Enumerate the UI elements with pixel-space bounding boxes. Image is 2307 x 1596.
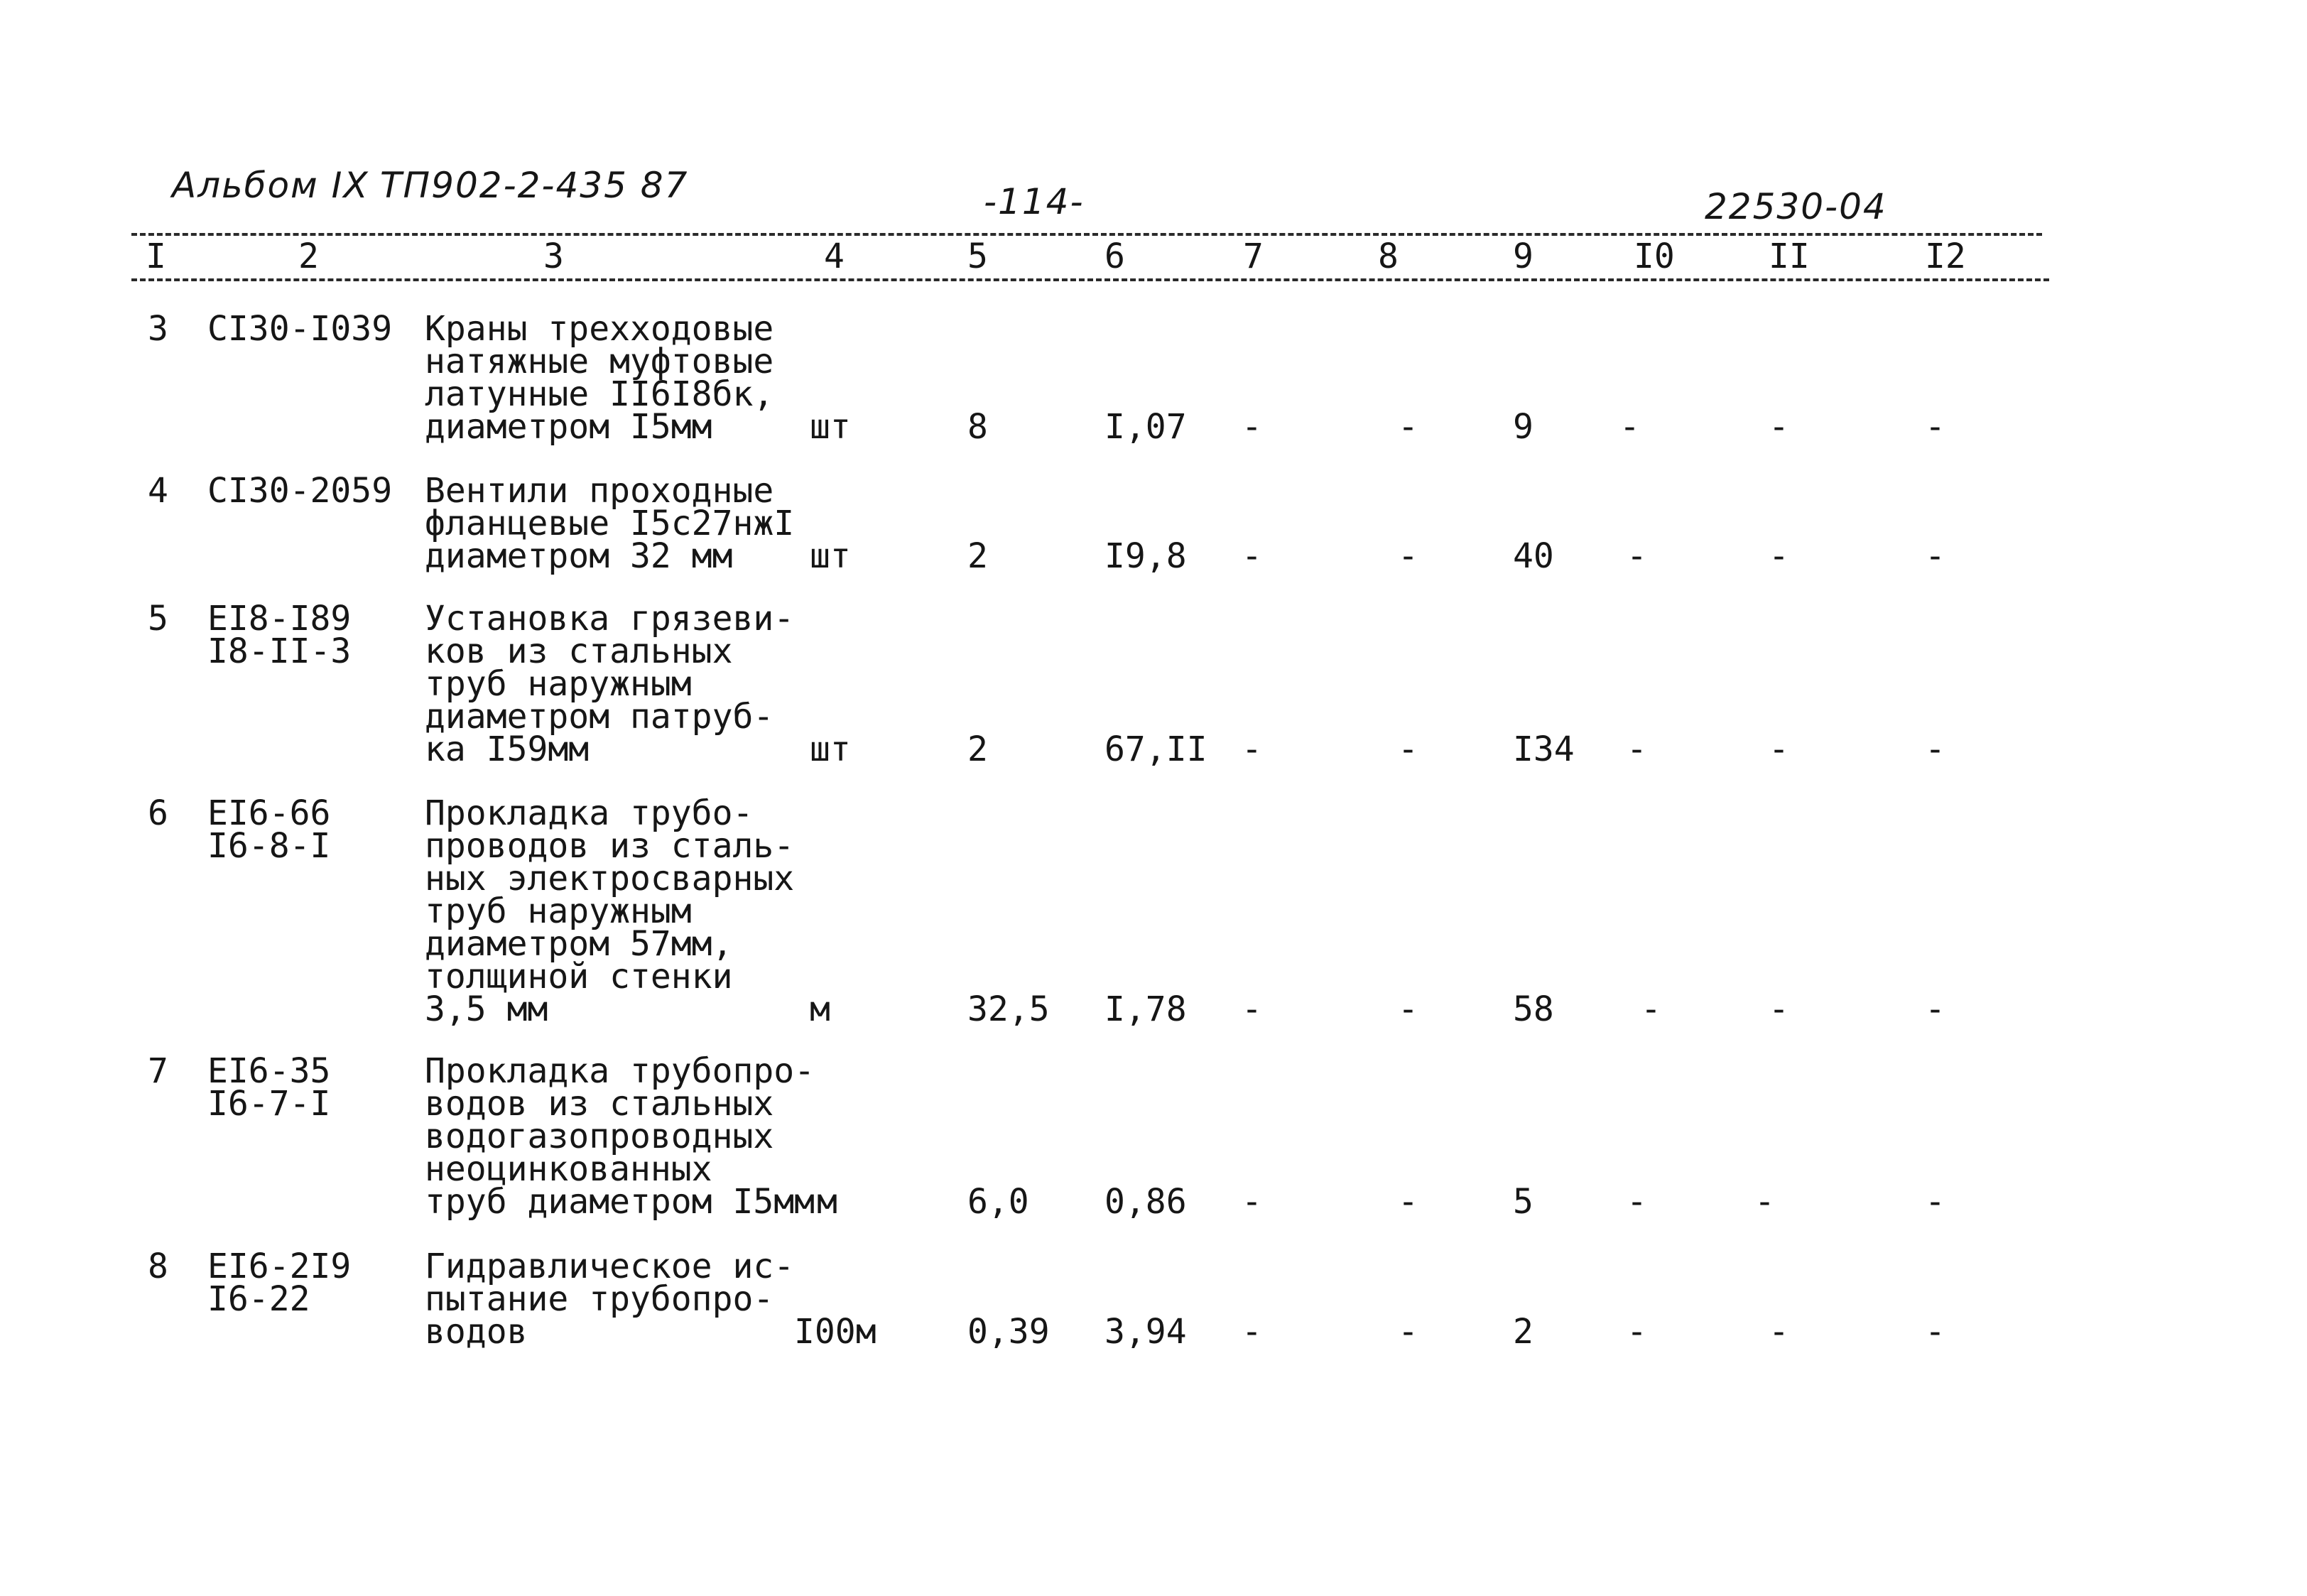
item-description: Краны трехходовые натяжные муфтовые латунные II6I8бк, диаметром I5мм <box>425 309 774 447</box>
unit: I00м <box>794 1312 876 1352</box>
column-header-5: 5 <box>967 237 988 276</box>
total: 5 <box>1513 1182 1534 1222</box>
col10-value: - <box>1619 407 1640 447</box>
column-header-7: 7 <box>1243 237 1264 276</box>
item-code: EI6-66 I6-8-I <box>207 793 331 866</box>
item-code: EI8-I89 I8-II-3 <box>207 599 352 671</box>
unit: м <box>817 1182 837 1222</box>
column-header-10: I0 <box>1634 237 1675 276</box>
col12-value: - <box>1925 989 1945 1029</box>
total: 9 <box>1513 407 1534 447</box>
col11-value: - <box>1769 407 1789 447</box>
unit-price: 67,II <box>1104 729 1207 769</box>
unit: м <box>810 989 830 1029</box>
col8-value: - <box>1398 989 1418 1029</box>
table-top-rule <box>131 233 2042 236</box>
quantity: 0,39 <box>967 1312 1050 1352</box>
item-description: Прокладка трубопро- водов из стальных водогазопроводных неоцинкованных труб диаметром I5мм <box>425 1051 815 1222</box>
unit-price: 0,86 <box>1104 1182 1187 1222</box>
col10-value: - <box>1627 1182 1647 1222</box>
col11-value: - <box>1769 1312 1789 1352</box>
quantity: 8 <box>967 407 988 447</box>
total: 40 <box>1513 536 1554 576</box>
column-header-1: I <box>146 237 166 276</box>
unit-price: 3,94 <box>1104 1312 1187 1352</box>
item-code: EI6-2I9 I6-22 <box>207 1247 352 1319</box>
col10-value: - <box>1627 536 1647 576</box>
item-description: Прокладка трубо- проводов из сталь- ных электросварных труб наружным диаметром 57мм, толщиной стенки 3,5 мм <box>425 793 795 1029</box>
document-code: 22530-04 <box>1705 186 1887 227</box>
col8-value: - <box>1398 1182 1418 1222</box>
col11-value: - <box>1754 1182 1775 1222</box>
row-number: 6 <box>148 793 168 833</box>
quantity: 32,5 <box>967 989 1050 1029</box>
album-label: Альбом IX <box>172 165 369 206</box>
col7-value: - <box>1242 536 1262 576</box>
row-number: 4 <box>148 471 168 511</box>
col12-value: - <box>1925 1312 1945 1352</box>
unit: шт <box>810 729 851 769</box>
col8-value: - <box>1398 407 1418 447</box>
col11-value: - <box>1769 729 1789 769</box>
col8-value: - <box>1398 1312 1418 1352</box>
column-header-2: 2 <box>298 237 319 276</box>
unit-price: I,07 <box>1104 407 1187 447</box>
item-description: Установка грязеви- ков из стальных труб наружным диаметром патруб- ка I59мм <box>425 599 795 769</box>
quantity: 2 <box>967 729 988 769</box>
column-header-11: II <box>1769 237 1810 276</box>
total: 2 <box>1513 1312 1534 1352</box>
col10-value: - <box>1627 1312 1647 1352</box>
unit-price: I,78 <box>1104 989 1187 1029</box>
row-number: 8 <box>148 1247 168 1286</box>
total: 58 <box>1513 989 1554 1029</box>
column-header-9: 9 <box>1513 237 1534 276</box>
unit-price: I9,8 <box>1104 536 1187 576</box>
col12-value: - <box>1925 729 1945 769</box>
project-number: ТП902-2-435 87 <box>380 165 689 206</box>
unit: шт <box>810 407 851 447</box>
column-header-12: I2 <box>1925 237 1966 276</box>
item-description: Гидравлическое ис- пытание трубопро- водов <box>425 1247 795 1352</box>
column-header-4: 4 <box>824 237 845 276</box>
col8-value: - <box>1398 729 1418 769</box>
col7-value: - <box>1242 407 1262 447</box>
col10-value: - <box>1641 989 1661 1029</box>
table-header-rule <box>131 278 2049 281</box>
col12-value: - <box>1925 407 1945 447</box>
col7-value: - <box>1242 729 1262 769</box>
col8-value: - <box>1398 536 1418 576</box>
col11-value: - <box>1769 536 1789 576</box>
col7-value: - <box>1242 1182 1262 1222</box>
column-header-8: 8 <box>1378 237 1399 276</box>
total: I34 <box>1513 729 1575 769</box>
page-number: -114- <box>984 181 1085 222</box>
unit: шт <box>810 536 851 576</box>
col12-value: - <box>1925 536 1945 576</box>
column-header-3: 3 <box>543 237 564 276</box>
item-code: CI30-I039 <box>207 309 393 349</box>
row-number: 7 <box>148 1051 168 1091</box>
item-code: EI6-35 I6-7-I <box>207 1051 331 1124</box>
col10-value: - <box>1627 729 1647 769</box>
quantity: 2 <box>967 536 988 576</box>
column-header-6: 6 <box>1104 237 1125 276</box>
col11-value: - <box>1769 989 1789 1029</box>
col7-value: - <box>1242 989 1262 1029</box>
row-number: 3 <box>148 309 168 349</box>
quantity: 6,0 <box>967 1182 1029 1222</box>
item-code: CI30-2059 <box>207 471 393 511</box>
col12-value: - <box>1925 1182 1945 1222</box>
item-description: Вентили проходные фланцевые I5с27нжI диаметром 32 мм <box>425 471 795 576</box>
row-number: 5 <box>148 599 168 639</box>
col7-value: - <box>1242 1312 1262 1352</box>
